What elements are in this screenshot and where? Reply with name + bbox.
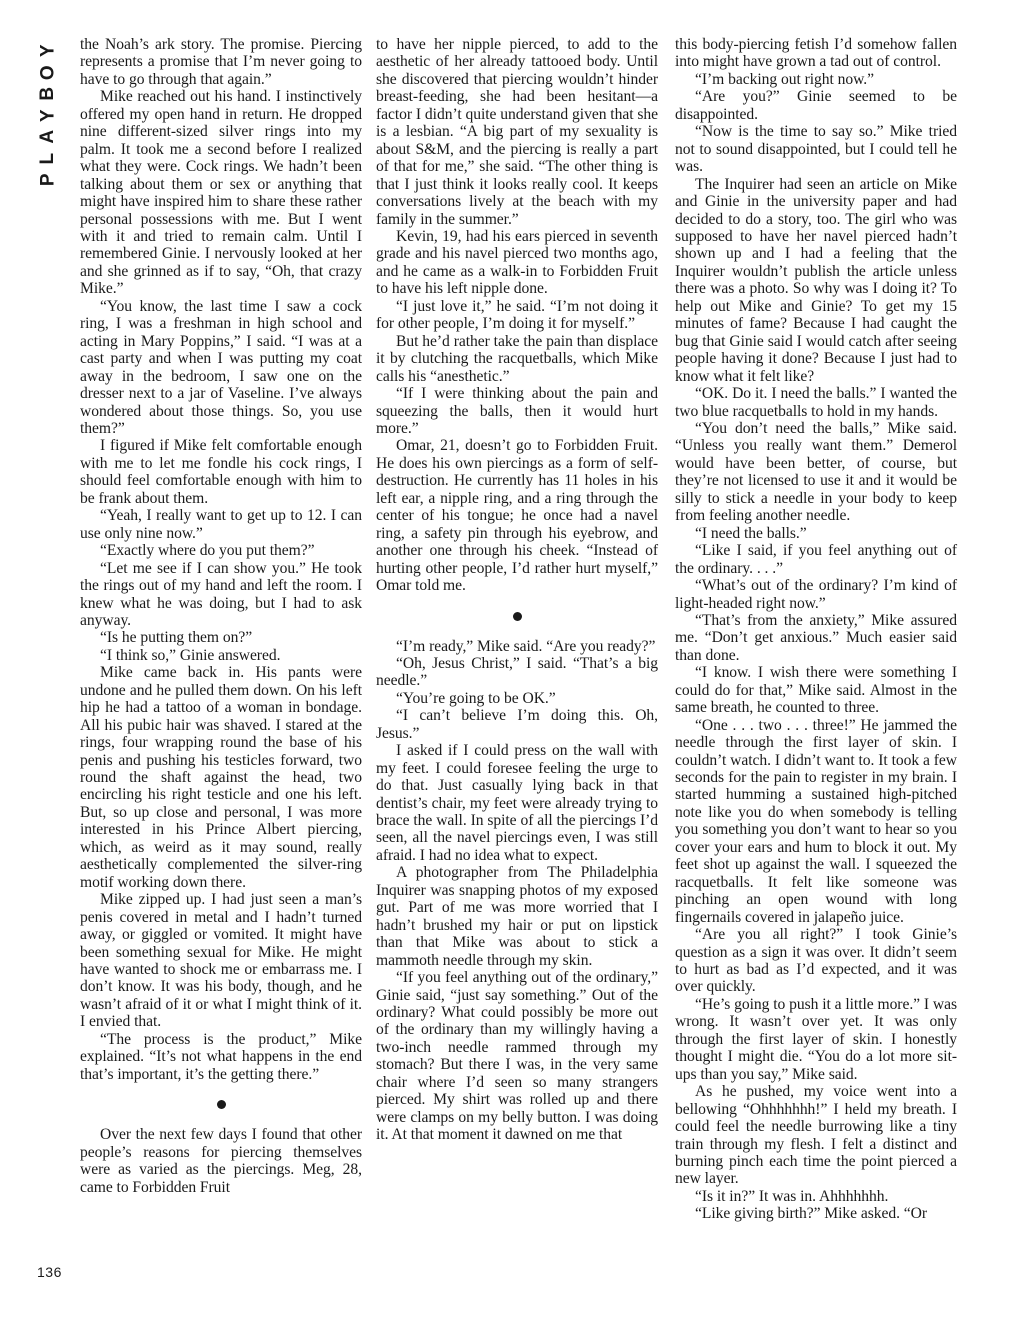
paragraph: “Are you all right?” I took Ginie’s question as a sign it was over. It didn’t seem to hurt as bad as I’d expected, and it was over quickly. [675, 926, 957, 996]
text-column-2 [376, 36, 658, 1144]
paragraph: A photographer from The Philadelphia Inquirer was snapping photos of my exposed gut. Part of me was more worried that I hadn’t brushed my hair or put on lipstick than that Mike was about to stick a mammoth needle through my skin. [376, 864, 658, 969]
paragraph: “Yeah, I really want to get up to 12. I can use only nine now.” [80, 507, 362, 542]
magazine-name-letter: O [37, 64, 59, 80]
magazine-name-vertical [34, 40, 62, 191]
paragraph: Mike zipped up. I had just seen a man’s penis covered in metal and I hadn’t turned away, or giggled or vomited. It might have been something sexual for Mike. He might have wanted to shock me or embarrass me. I don’t know. It was his body, though, and he wasn’t afraid of it or what I might think of it. I envied that. [80, 891, 362, 1031]
paragraph: “I need the balls.” [695, 524, 807, 542]
section-break-bullet [217, 1100, 226, 1109]
paragraph: “I think so,” Ginie answered. [100, 646, 281, 664]
paragraph: “Are you?” Ginie seemed to be disappointed. [675, 88, 957, 123]
paragraph: “Like giving birth?” Mike asked. “Or [695, 1205, 928, 1223]
paragraph: “I know. I wish there were something I could do for that,” Mike said. Almost in the same breath, he counted to three. [675, 664, 957, 717]
paragraph: Kevin, 19, had his ears pierced in seventh grade and his navel pierced two months ago, and he came as a walk-in to Forbidden Fruit to have his left nipple done. [376, 227, 658, 298]
paragraph: “Now is the time to say so.” Mike tried not to sound disappointed, but I could tell he was. [675, 123, 957, 176]
paragraph: The Inquirer had seen an article on Mike and Ginie in the university paper and had decided to do a story, too. The girl who was supposed to have her navel pierced hadn’t shown up and I had a feeling that the Inquirer wouldn’t publish the article unless there was a photo. So why was I doing it? To help out Mike and Ginie? To get my 15 minutes of fame? Because I had caught the bug that Ginie said I would catch after seeing people having it done? Because I just had to know what it felt like? [675, 175, 957, 385]
paragraph: Over the next few days I found that other people’s reasons for piercing themselves were as varied as the piercings. Meg, 28, came to Forbidden Fruit [80, 1126, 362, 1196]
paragraph: But he’d rather take the pain than displace it by clutching the racquetballs, which Mike calls his “anesthetic.” [376, 332, 658, 385]
paragraph: this body-piercing fetish I’d somehow fallen into might have grown a tad out of control. [675, 36, 957, 71]
magazine-name-letter: B [37, 86, 59, 101]
paragraph: “Is he putting them on?” [100, 629, 253, 647]
paragraph: the Noah’s ark story. The promise. Piercing represents a promise that I’m never going to have to go through that again.” [80, 36, 362, 88]
paragraph: “I’m ready,” Mike said. “Are you ready?” [396, 637, 656, 655]
page-number: 136 [37, 1264, 62, 1280]
paragraph: “Exactly where do you put them?” [100, 542, 315, 560]
paragraph: “I just love it,” he said. “I’m not doing it for other people, I’m doing it for myself.” [376, 297, 658, 333]
magazine-name-letter: A [37, 129, 59, 144]
magazine-name-letter: L [37, 152, 59, 165]
paragraph: “If I were thinking about the pain and squeezing the balls, then it would hurt more.” [376, 385, 658, 437]
paragraph: “The process is the product,” Mike explained. “It’s not what happens in the end that’s important, it’s the getting there.” [80, 1030, 362, 1083]
text-column-1 [80, 36, 362, 1196]
magazine-name-letter: P [37, 173, 59, 187]
paragraph: “I can’t believe I’m doing this. Oh, Jesus.” [376, 707, 658, 742]
paragraph: Omar, 21, doesn’t go to Forbidden Fruit. He does his own piercings as a form of self-destruction. He currently has 11 holes in his left ear, a nipple ring, and a ring through the center of his tongue; he once had a navel ring, a safety pin through his eyebrow, and another one through his cheek. “Instead of hurting other people, I’d rather hurt myself,” Omar told me. [376, 437, 658, 595]
paragraph: “He’s going to push it a little more.” I was wrong. It wasn’t over yet. It was only through the first layer of skin. I honestly thought I might die. “You do a lot more sit-ups than you say,” Mike said. [675, 995, 957, 1083]
paragraph: “You don’t need the balls,” Mike said. “Unless you really want them.” Demerol would have been better, of course, but they’re not licensed to use it and it would be silly to stick a needle in your body to keep from feeling another needle. [675, 419, 957, 525]
paragraph: “Is it in?” It was in. Ahhhhhhh. [695, 1187, 889, 1205]
paragraph: “You know, the last time I saw a cock ring, I was a freshman in high school and acting in Mary Poppins,” I said. “I was at a cast party and when I was putting my coat away in the bedroom, I saw one on the dresser next to a jar of Vaseline. I’ve always wondered about those things. So, you use them?” [80, 297, 362, 437]
paragraph: “You’re going to be OK.” [396, 689, 556, 707]
paragraph: Mike reached out his hand. I instinctively offered my open hand in return. He dropped nine different-sized silver rings into my palm. It took me a second before I realized what they were. Cock rings. We hadn’t been talking about them or sex or anything that might have inspired him to share these rather personal possessions with me. But I went with it and tried to remain calm. Until I remembered Ginie. I nervously looked at her and she grinned as if to say, “Oh, that crazy Mike.” [80, 88, 362, 298]
paragraph: “If you feel anything out of the ordinary,” Ginie said, “just say something.” Out of the ordinary? What could possibly be more out of the ordinary than my willingly having a two-inch needle rammed through my stomach? But there I was, in the very same chair where I’d seen so many strangers pierced. My shirt was rolled up and there were clamps on my belly button. I was doing it. At that moment it dawned on me that [376, 969, 658, 1144]
magazine-name-letter: Y [37, 108, 59, 122]
paragraph: I asked if I could press on the wall with my feet. I could foresee feeling the urge to do that. Just casually lying back in that dentist’s chair, my feet were already trying to brace the wall. In spite of all the piercings I’d seen, all the navel piercings even, I was still afraid. I had no idea what to expect. [376, 742, 658, 864]
magazine-name-letter: Y [37, 44, 59, 58]
paragraph: “One . . . two . . . three!” He jammed the needle through the first layer of skin. I couldn’t watch. I didn’t want to. It took a few seconds for the pain to register in my brain. I started humming a sustained high-pitched note like you do when somebody is telling you something you don’t want to hear so you cover your ears and hum to block it out. My feet shot up against the wall. I squeezed the racquetballs. It felt like someone was pinching an open wound with long fingernails covered in jalapeño juice. [675, 716, 957, 926]
section-break-bullet [513, 612, 522, 621]
paragraph: Mike came back in. His pants were undone and he pulled them down. On his left hip he had a tattoo of a woman in bondage. All his pubic hair was shaved. I stared at the rings, four wrapping round the base of his penis and pushing his testicles forward, two round the shaft against the head, two encircling his right testicle and one his left. But, so up close and personal, I was more interested in his Prince Albert piercing, which, as weird as it may sound, really aesthetically complemented the silver-ring motif working down there. [80, 664, 362, 891]
text-column-3 [675, 36, 957, 1223]
paragraph: “I’m backing out right now.” [695, 70, 875, 88]
paragraph: As he pushed, my voice went into a bellowing “Ohhhhhhh!” I held my breath. I could feel the needle burrowing like a tiny train through my flesh. I felt a distinct and burning pinch each time the point pierced a new layer. [675, 1083, 957, 1188]
paragraph: “OK. Do it. I need the balls.” I wanted the two blue racquetballs to hold in my hands. [675, 385, 957, 420]
paragraph: “Let me see if I can show you.” He took the rings out of my hand and left the room. I knew what he was doing, but I had to ask anyway. [80, 559, 362, 629]
paragraph: I figured if Mike felt comfortable enough with me to let me fondle his cock rings, I should feel comfortable enough with him to be frank about them. [80, 437, 362, 507]
paragraph: “Like I said, if you feel anything out of the ordinary. . . .” [675, 542, 957, 577]
paragraph: “That’s from the anxiety,” Mike assured me. “Don’t get anxious.” Much easier said than done. [675, 611, 957, 664]
paragraph: “What’s out of the ordinary? I’m kind of light-headed right now.” [675, 577, 957, 612]
paragraph: “Oh, Jesus Christ,” I said. “That’s a big needle.” [376, 654, 658, 690]
paragraph: to have her nipple pierced, to add to the aesthetic of her already tattooed body. Until she discovered that piercing wouldn’t hinder breast-feeding, she had been hesitant—a factor I didn’t quite understand given that she is a lesbian. “A big part of my sexuality is about S&M, and the piercing is really a part of that for me,” she said. “The other thing is that I just think it looks really cool. It keeps conversations lively at the beach with my family in the summer.” [376, 36, 658, 228]
